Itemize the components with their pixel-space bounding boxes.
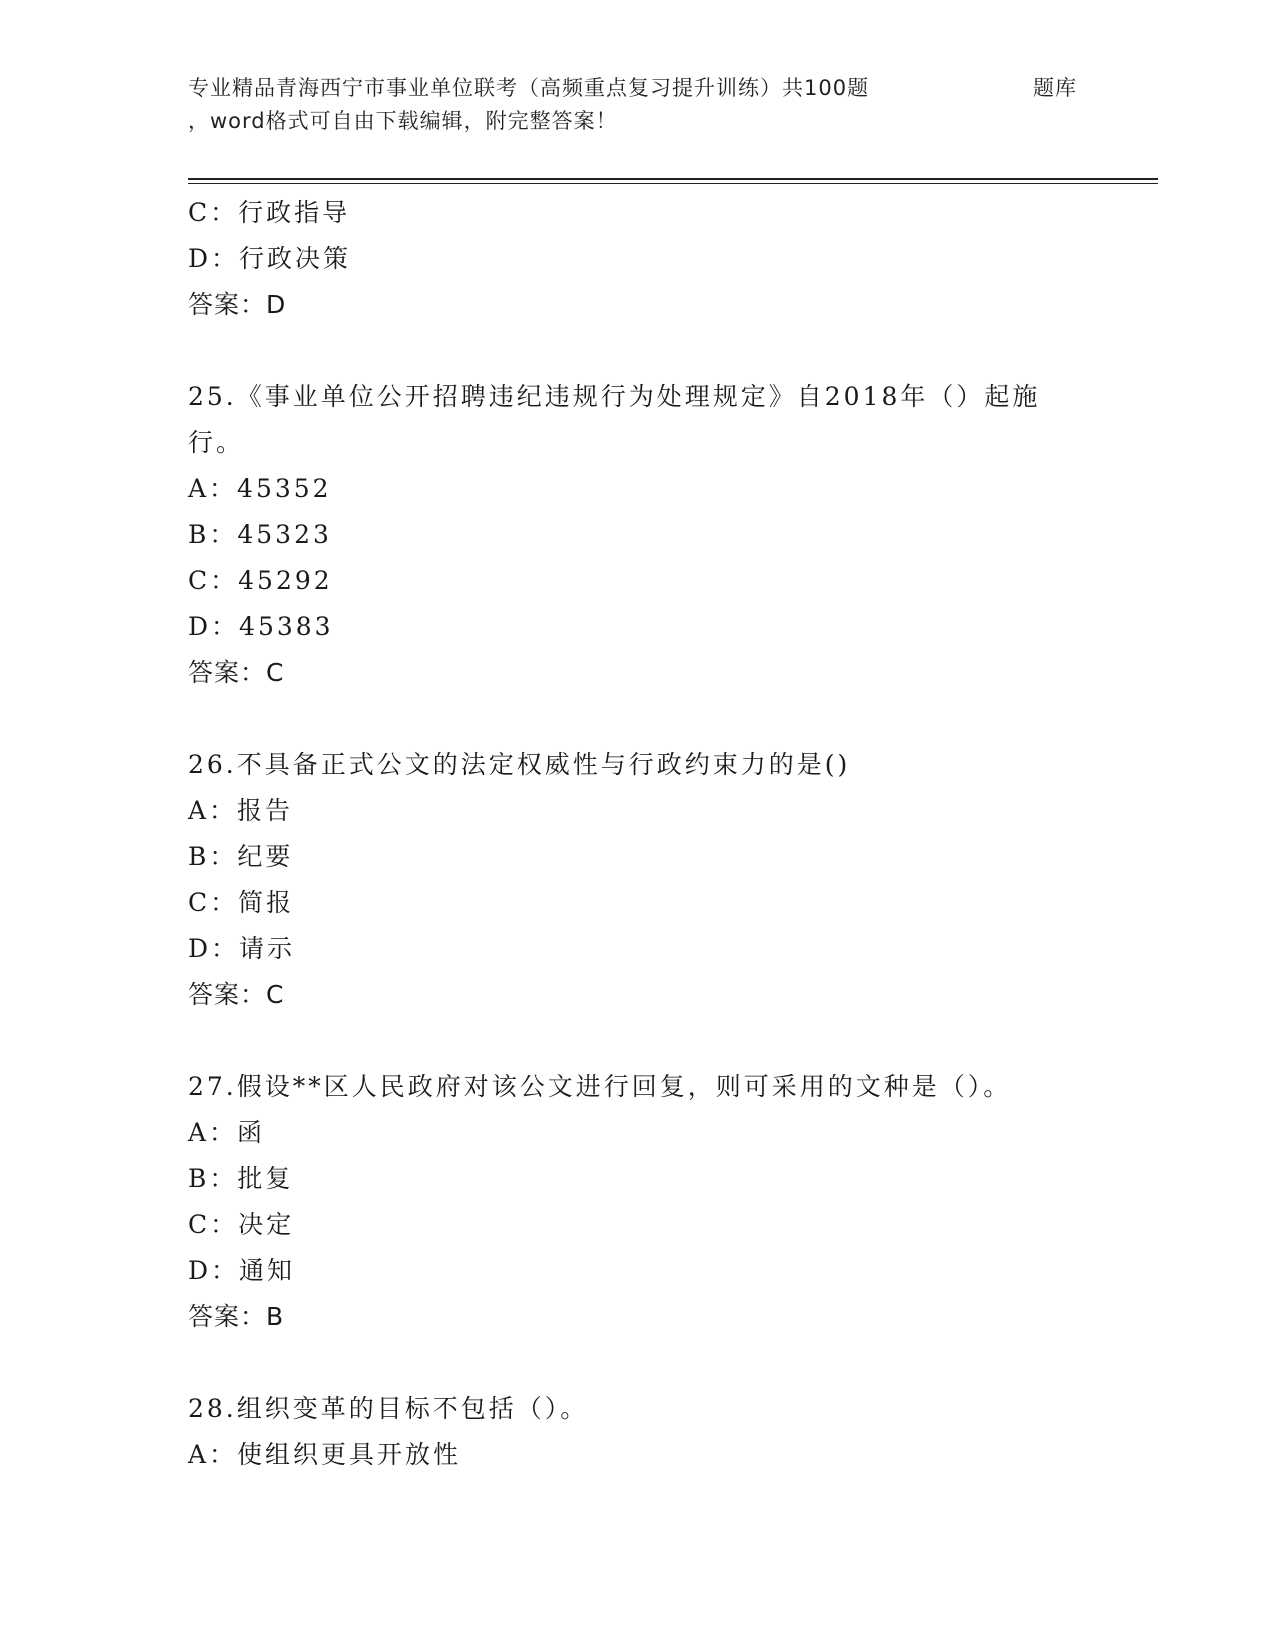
option-a: A：45352	[188, 474, 332, 503]
spacer	[188, 696, 1148, 742]
answer-line: 答案：C	[188, 980, 285, 1009]
option-a: A：报告	[188, 796, 294, 825]
option-b: B：批复	[188, 1164, 294, 1193]
spacer	[188, 1340, 1148, 1386]
question-25	[188, 374, 1148, 696]
question-text: 28.组织变革的目标不包括（）。	[188, 1394, 589, 1423]
header-tag: 题库	[1033, 76, 1077, 100]
option-c: C：45292	[188, 566, 333, 595]
question-26	[188, 742, 1148, 1018]
option-b: B：45323	[188, 520, 332, 549]
header-title-line-1	[188, 72, 1158, 105]
question-text: 26.不具备正式公文的法定权威性与行政约束力的是()	[188, 750, 851, 779]
option-d: D：请示	[188, 934, 296, 963]
option-a: A：函	[188, 1118, 266, 1147]
option-c: C：简报	[188, 888, 295, 917]
header-rule-thin	[188, 183, 1158, 184]
question-text: 27.假设**区人民政府对该公文进行回复，则可采用的文种是（）。	[188, 1072, 1012, 1101]
answer-line: 答案：C	[188, 658, 285, 687]
header-title-line-2: ，word格式可自由下载编辑，附完整答案！	[188, 109, 618, 133]
answer-line: 答案：B	[188, 1302, 285, 1331]
option-b: B：纪要	[188, 842, 294, 871]
header-rule-thick	[188, 178, 1158, 180]
question-24-continuation	[188, 190, 1148, 328]
answer-line: 答案：D	[188, 290, 287, 319]
question-28	[188, 1386, 1148, 1478]
question-27	[188, 1064, 1148, 1340]
question-text-continued: 行。	[188, 428, 245, 457]
option-c: C：决定	[188, 1210, 295, 1239]
option-d: D：行政决策	[188, 244, 352, 273]
spacer	[188, 328, 1148, 374]
option-d: D：45383	[188, 612, 334, 641]
option-a: A：使组织更具开放性	[188, 1440, 462, 1469]
option-d: D：通知	[188, 1256, 296, 1285]
page-header	[188, 72, 1158, 138]
document-body	[188, 190, 1148, 1478]
header-title: 专业精品青海西宁市事业单位联考（高频重点复习提升训练）共100题	[188, 76, 870, 100]
option-c: C：行政指导	[188, 198, 351, 227]
spacer	[188, 1018, 1148, 1064]
question-text: 25.《事业单位公开招聘违纪违规行为处理规定》自2018年（）起施	[188, 382, 1041, 411]
